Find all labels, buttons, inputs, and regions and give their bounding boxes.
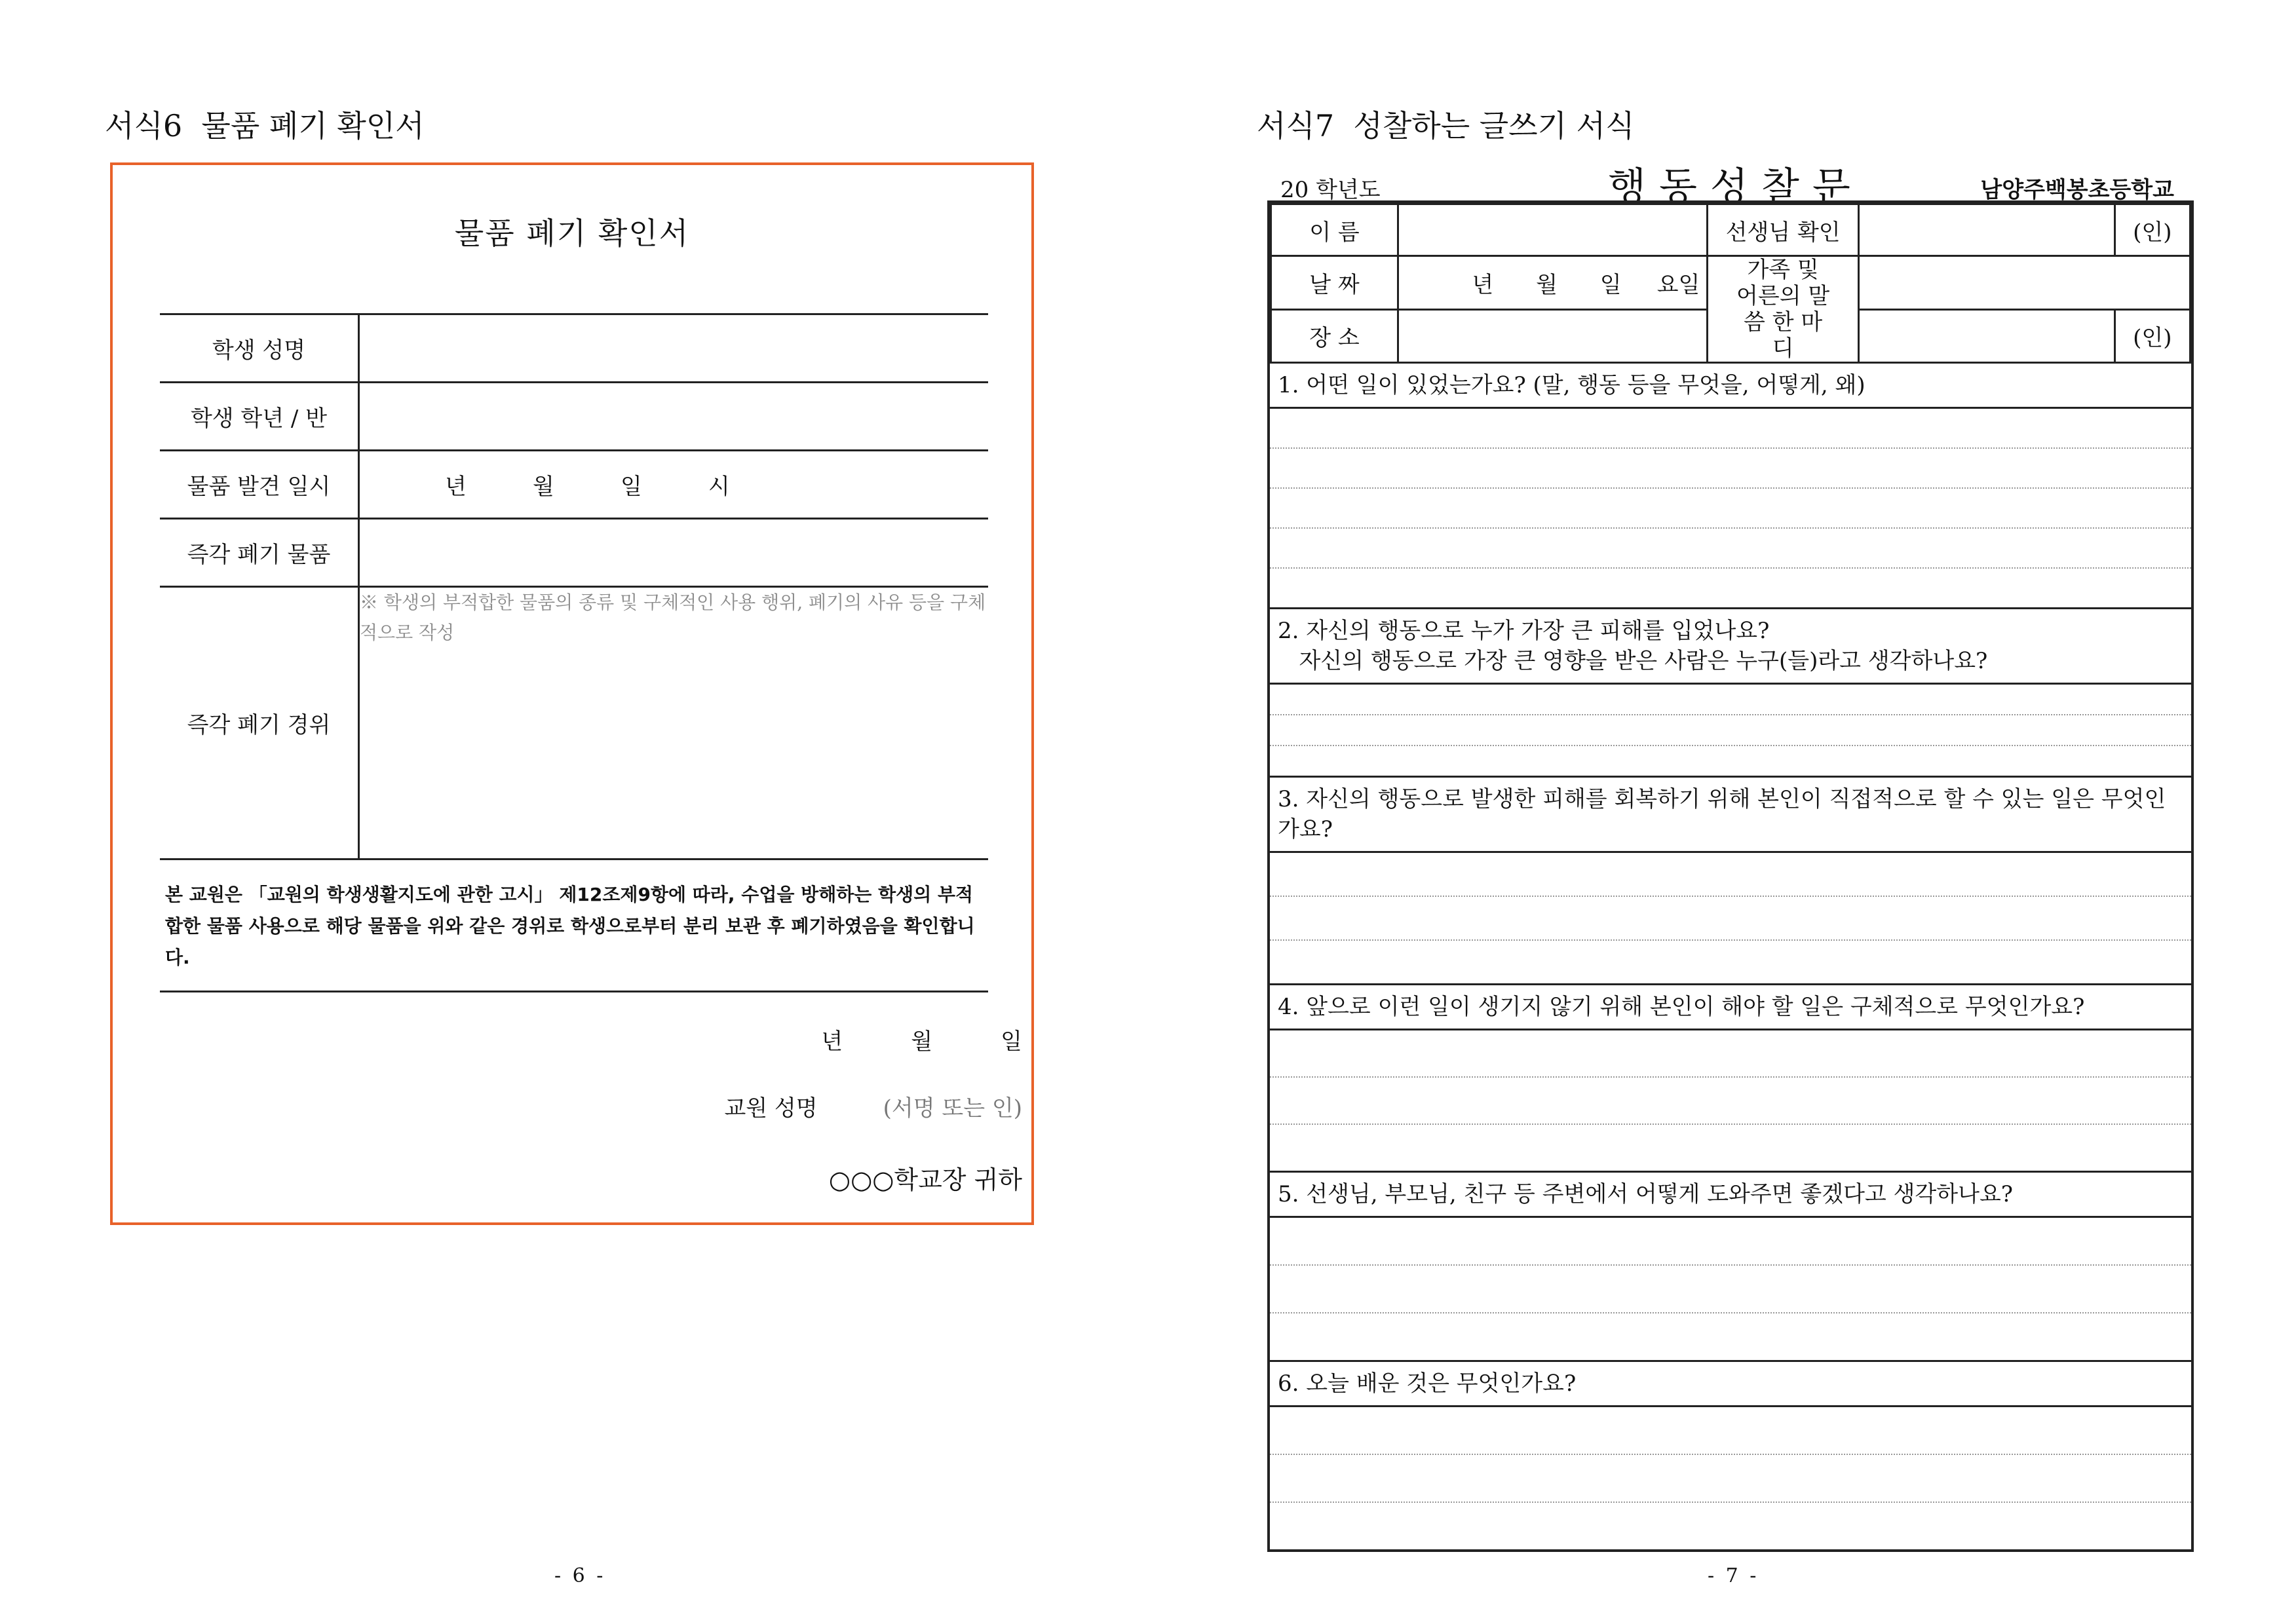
date-field[interactable]: [1398, 256, 1708, 310]
disposed-item-field[interactable]: [359, 519, 989, 587]
form7-header: [1267, 164, 2194, 210]
question-2-label: 2. 자신의 행동으로 누가 가장 큰 피해를 입었나요? 자신의 행동으로 가장 큰 영향을 받은 사람은 누구(들)라고 생각하나요?: [1270, 607, 2191, 685]
family-comment-field-2[interactable]: [1858, 309, 2114, 363]
family-comment-label: [1708, 256, 1858, 363]
answer-line[interactable]: [1270, 1078, 2191, 1125]
family-comment-text: 가족 및 어른의 말씀 한 마디: [1736, 257, 1830, 362]
family-comment-field[interactable]: [1858, 256, 2190, 310]
answer-line[interactable]: [1270, 853, 2191, 897]
addressee: ○○○학교장 귀하: [828, 1165, 1022, 1194]
date-label: 날 짜: [1271, 256, 1398, 310]
date-year-unit: 년: [1472, 271, 1494, 298]
teacher-signature-row[interactable]: [724, 1090, 1022, 1122]
date-day-unit: 일: [1599, 271, 1622, 298]
answer-line[interactable]: [1270, 529, 2191, 569]
month-unit: 월: [533, 474, 554, 500]
section-title-form7: 서식7 성찰하는 글쓰기 서식: [1257, 108, 1635, 143]
disposal-circumstance-field[interactable]: [359, 587, 989, 859]
answer-line[interactable]: [1270, 746, 2191, 776]
answer-line[interactable]: [1270, 1455, 2191, 1503]
disposal-circumstance-label: 즉각 폐기 경위: [160, 587, 359, 859]
answer-line[interactable]: [1270, 1266, 2191, 1313]
answer-line[interactable]: [1270, 897, 2191, 941]
sig-month-unit: 월: [911, 1029, 933, 1055]
teacher-name-label: 교원 성명: [724, 1095, 818, 1122]
form7-title: 행동성찰문: [1608, 164, 1864, 210]
question-4-label: 4. 앞으로 이런 일이 생기지 않기 위해 본인이 해야 할 일은 구체적으로 무엇인가요?: [1270, 983, 2191, 1030]
answer-line[interactable]: [1270, 715, 2191, 746]
place-field[interactable]: [1398, 309, 1708, 363]
school-name: 남양주백봉초등학교: [1980, 177, 2174, 203]
answer-line[interactable]: [1270, 409, 2191, 449]
page-number-7: - 7 -: [1708, 1564, 1759, 1587]
name-field[interactable]: [1398, 204, 1708, 256]
answer-line[interactable]: [1270, 1030, 2191, 1078]
item-found-datetime-field[interactable]: [359, 451, 989, 519]
declaration-text: 본 교원은 「교원의 학생생활지도에 관한 고시」 제12조제9항에 따라, 수업을 방해하는 학생의 부적합한 물품 사용으로 해당 물품을 위와 같은 경위로 학생으로부터 분리 보관 후 폐기하였음을 확인합니다.: [165, 884, 975, 968]
section-title-form6: 서식6 물품 폐기 확인서: [105, 108, 425, 143]
signature-hint: (서명 또는 인): [883, 1095, 1022, 1122]
student-name-label: 학생 성명: [160, 314, 359, 383]
form6-title: 물품 폐기 확인서: [454, 216, 690, 251]
teacher-confirm-label: 선생님 확인: [1708, 204, 1858, 256]
day-unit: 일: [621, 474, 642, 500]
form6-table: [160, 313, 988, 860]
teacher-seal: (인): [2114, 204, 2190, 256]
answer-line[interactable]: [1270, 1407, 2191, 1455]
hour-unit: 시: [708, 474, 730, 500]
question-1-label: 1. 어떤 일이 있었는가요? (말, 행동 등을 무엇을, 어떻게, 왜): [1270, 364, 2191, 409]
student-name-field[interactable]: [359, 314, 989, 383]
name-label: 이 름: [1271, 204, 1398, 256]
answer-line[interactable]: [1270, 449, 2191, 489]
date-month-unit: 월: [1536, 271, 1558, 298]
year-unit: 년: [445, 474, 467, 500]
question-3-label: 3. 자신의 행동으로 발생한 피해를 회복하기 위해 본인이 직접적으로 할 수 있는 일은 무엇인가요?: [1270, 776, 2191, 853]
school-year-label: 20 학년도: [1280, 177, 1381, 203]
student-grade-class-field[interactable]: [359, 383, 989, 451]
sig-year-unit: 년: [821, 1029, 843, 1055]
answer-line[interactable]: [1270, 1125, 2191, 1171]
form6-box: [110, 162, 1034, 1225]
sig-day-unit: 일: [1001, 1029, 1022, 1055]
place-label: 장 소: [1271, 309, 1398, 363]
answer-line[interactable]: [1270, 569, 2191, 607]
answer-line[interactable]: [1270, 1218, 2191, 1266]
answer-line[interactable]: [1270, 941, 2191, 983]
page-number-6: - 6 -: [554, 1564, 606, 1587]
question-5-label: 5. 선생님, 부모님, 친구 등 주변에서 어떻게 도와주면 좋겠다고 생각하나요?: [1270, 1171, 2191, 1218]
teacher-confirm-field[interactable]: [1858, 204, 2114, 256]
form7-box: [1267, 200, 2194, 1552]
item-found-datetime-label: 물품 발견 일시: [160, 451, 359, 519]
student-grade-class-label: 학생 학년 / 반: [160, 383, 359, 451]
answer-line[interactable]: [1270, 489, 2191, 529]
disposed-item-label: 즉각 폐기 물품: [160, 519, 359, 587]
date-weekday-unit: 요일: [1656, 271, 1700, 298]
family-seal: (인): [2114, 309, 2190, 363]
question-6-label: 6. 오늘 배운 것은 무엇인가요?: [1270, 1360, 2191, 1407]
signature-date[interactable]: [753, 1023, 1022, 1055]
answer-line[interactable]: [1270, 1313, 2191, 1360]
declaration-divider: [160, 991, 988, 992]
disposal-note: ※ 학생의 부적합한 물품의 종류 및 구체적인 사용 행위, 폐기의 사유 등을 구체적으로 작성: [360, 592, 986, 643]
answer-line[interactable]: [1270, 685, 2191, 715]
form7-info-table: [1270, 203, 2191, 364]
question-list: [1270, 364, 2191, 1549]
answer-line[interactable]: [1270, 1503, 2191, 1549]
